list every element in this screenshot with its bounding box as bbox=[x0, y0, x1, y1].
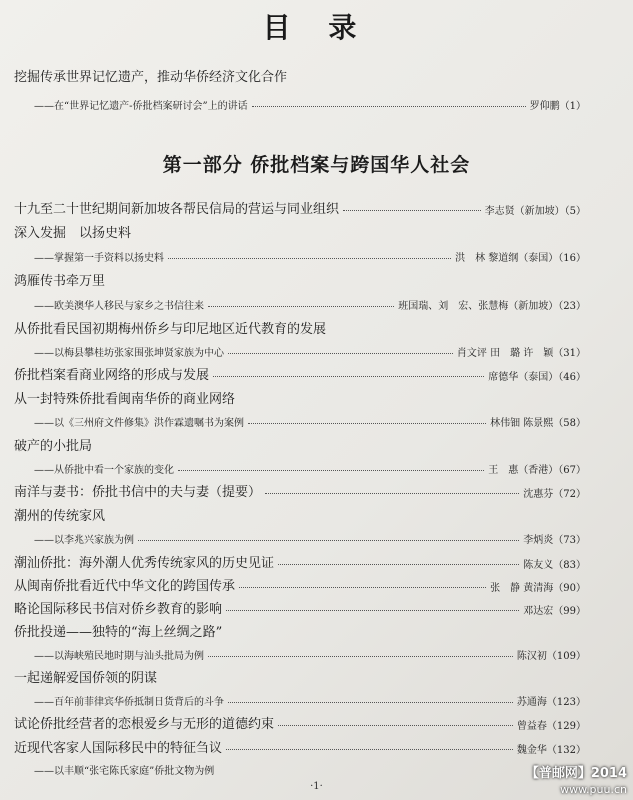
toc-entry bbox=[0, 642, 633, 662]
toc-entry bbox=[0, 268, 633, 288]
toc-entry-title: 潮汕侨批：海外潮人优秀传统家风的历史见证 bbox=[14, 556, 275, 571]
toc-entry bbox=[0, 292, 633, 312]
toc-entry bbox=[0, 503, 633, 523]
toc-entry-author-page: 李志贤（新加坡）（5） bbox=[484, 206, 586, 217]
toc-entry-subtitle: ——以梅县攀桂坊张家围张坤贤家族为中心 bbox=[34, 348, 224, 359]
toc-entry-author-page: 邓达宏（99） bbox=[523, 606, 586, 617]
leader-dots bbox=[343, 210, 481, 211]
toc-entry-title: 略论国际移民书信对侨乡教育的影响 bbox=[14, 602, 223, 617]
toc-entry-author-page: 罗仰鹏（1） bbox=[529, 101, 586, 112]
toc-entry-author-page: 李炳炎（73） bbox=[523, 535, 586, 546]
toc-entry-subtitle: ——以《三州府文件修集》洪作霖遗嘱书为案例 bbox=[34, 418, 244, 429]
toc-entry bbox=[0, 688, 633, 708]
toc-entry-author-page: 曾益春（129） bbox=[516, 721, 586, 732]
toc-entry bbox=[0, 479, 633, 499]
watermark-line-1: 【普邮网】2014 bbox=[525, 766, 627, 781]
toc-entry-author-page: 沈惠芬（72） bbox=[523, 489, 586, 500]
toc-entry-title: 侨批投递——独特的“海上丝绸之路” bbox=[14, 625, 223, 640]
toc-entry-subtitle: ——百年前菲律宾华侨抵制日货背后的斗争 bbox=[34, 697, 224, 708]
toc-entry-author-page: 魏金华（132） bbox=[516, 745, 586, 756]
toc-entry-subtitle: ——以李兆兴家族为例 bbox=[34, 535, 134, 546]
toc-entry-title: 挖掘传承世界记忆遗产，推动华侨经济文化合作 bbox=[14, 70, 288, 85]
toc-entry-title: 鸿雁传书牵万里 bbox=[14, 274, 106, 289]
toc-entry bbox=[0, 316, 633, 336]
page-number: ·1· bbox=[310, 781, 323, 792]
toc-entry-author-page: 洪 林 黎道纲（泰国）（16） bbox=[455, 253, 586, 264]
leader-dots bbox=[248, 423, 486, 424]
toc-entry-title: 试论侨批经营者的恋根爱乡与无形的道德约束 bbox=[14, 717, 275, 732]
toc-entry-author-page: 苏通海（123） bbox=[516, 697, 586, 708]
toc-entry-title: 十九至二十世纪期间新加坡各帮民信局的营运与同业组织 bbox=[14, 202, 340, 217]
toc-entry-title: 潮州的传统家风 bbox=[14, 509, 106, 524]
toc-entry-author-page: 陈汉初（109） bbox=[516, 651, 586, 662]
leader-dots bbox=[278, 564, 519, 565]
toc-entry-author-page: 席德华（泰国）（46） bbox=[488, 372, 586, 383]
leader-dots bbox=[178, 470, 484, 471]
watermark bbox=[526, 762, 627, 796]
toc-entry bbox=[0, 362, 633, 382]
leader-dots bbox=[138, 540, 519, 541]
leader-dots bbox=[226, 749, 513, 750]
toc-entry-subtitle: ——在“世界记忆遗产-侨批档案研讨会”上的讲话 bbox=[34, 101, 248, 112]
toc-entry bbox=[0, 196, 633, 216]
leader-dots bbox=[239, 587, 486, 588]
toc-entry bbox=[0, 339, 633, 359]
toc-entry bbox=[0, 573, 633, 593]
toc-entry bbox=[0, 409, 633, 429]
leader-dots bbox=[228, 702, 513, 703]
leader-dots bbox=[252, 106, 526, 107]
toc-entry bbox=[0, 550, 633, 570]
toc-entry-subtitle: ——掌握第一手资料以扬史料 bbox=[34, 253, 164, 264]
toc-entry bbox=[0, 619, 633, 639]
toc-entry-author-page: 班国瑞、刘 宏、张慧梅（新加坡）（23） bbox=[398, 301, 586, 312]
toc-entry bbox=[0, 433, 633, 453]
page-title: 目 录 bbox=[262, 11, 371, 44]
toc-entry bbox=[0, 220, 633, 240]
leader-dots bbox=[226, 610, 519, 611]
toc-entry bbox=[0, 92, 633, 112]
toc-entry bbox=[0, 526, 633, 546]
toc-entry bbox=[0, 64, 633, 84]
toc-entry-subtitle: ——从侨批中看一个家族的变化 bbox=[34, 465, 174, 476]
toc-entry-author-page: 陈友义（83） bbox=[523, 560, 586, 571]
toc-entry bbox=[0, 735, 633, 755]
toc-entry-author-page: 林伟钿 陈景熙（58） bbox=[490, 418, 586, 429]
leader-dots bbox=[208, 306, 394, 307]
toc-entry-title: 从一封特殊侨批看闽南华侨的商业网络 bbox=[14, 392, 236, 407]
watermark-line-2: www.puu.cn bbox=[560, 783, 627, 796]
leader-dots bbox=[208, 656, 513, 657]
toc-entry-title: 一起递解爱国侨领的阴谋 bbox=[14, 671, 158, 686]
leader-dots bbox=[228, 353, 453, 354]
leader-dots bbox=[213, 376, 484, 377]
toc-entry-author-page: 张 静 黄清海（90） bbox=[490, 583, 586, 594]
leader-dots bbox=[168, 258, 451, 259]
toc-entry bbox=[0, 596, 633, 616]
toc-entry bbox=[0, 456, 633, 476]
toc-entry-title: 从闽南侨批看近代中华文化的跨国传承 bbox=[14, 579, 236, 594]
toc-entry-author-page: 肖文评 田 璐 许 颖（31） bbox=[456, 348, 586, 359]
toc-entry-subtitle: ——以丰顺“张宅陈氏家庭”侨批文物为例 bbox=[34, 766, 215, 777]
toc-entry bbox=[0, 386, 633, 406]
section-title: 第一部分 侨批档案与跨国华人社会 bbox=[162, 154, 471, 176]
toc-entry-title: 侨批档案看商业网络的形成与发展 bbox=[14, 368, 210, 383]
toc-entry-subtitle: ——以海峡殖民地时期与汕头批局为例 bbox=[34, 651, 204, 662]
toc-entry bbox=[0, 711, 633, 731]
toc-entry-title: 南洋与妻书：侨批书信中的夫与妻（提要） bbox=[14, 485, 262, 500]
toc-entry-author-page: 王 惠（香港）（67） bbox=[488, 465, 586, 476]
toc-entry-title: 破产的小批局 bbox=[14, 439, 93, 454]
leader-dots bbox=[265, 493, 519, 494]
leader-dots bbox=[278, 725, 513, 726]
toc-entry-subtitle: ——欧美澳华人移民与家乡之书信往来 bbox=[34, 301, 204, 312]
toc-entry bbox=[0, 665, 633, 685]
toc-entry-title: 近现代客家人国际移民中的特征刍议 bbox=[14, 741, 223, 756]
toc-entry-title: 深入发掘 以扬史料 bbox=[14, 226, 132, 241]
toc-entry bbox=[0, 244, 633, 264]
toc-entry-title: 从侨批看民国初期梅州侨乡与印尼地区近代教育的发展 bbox=[14, 322, 327, 337]
